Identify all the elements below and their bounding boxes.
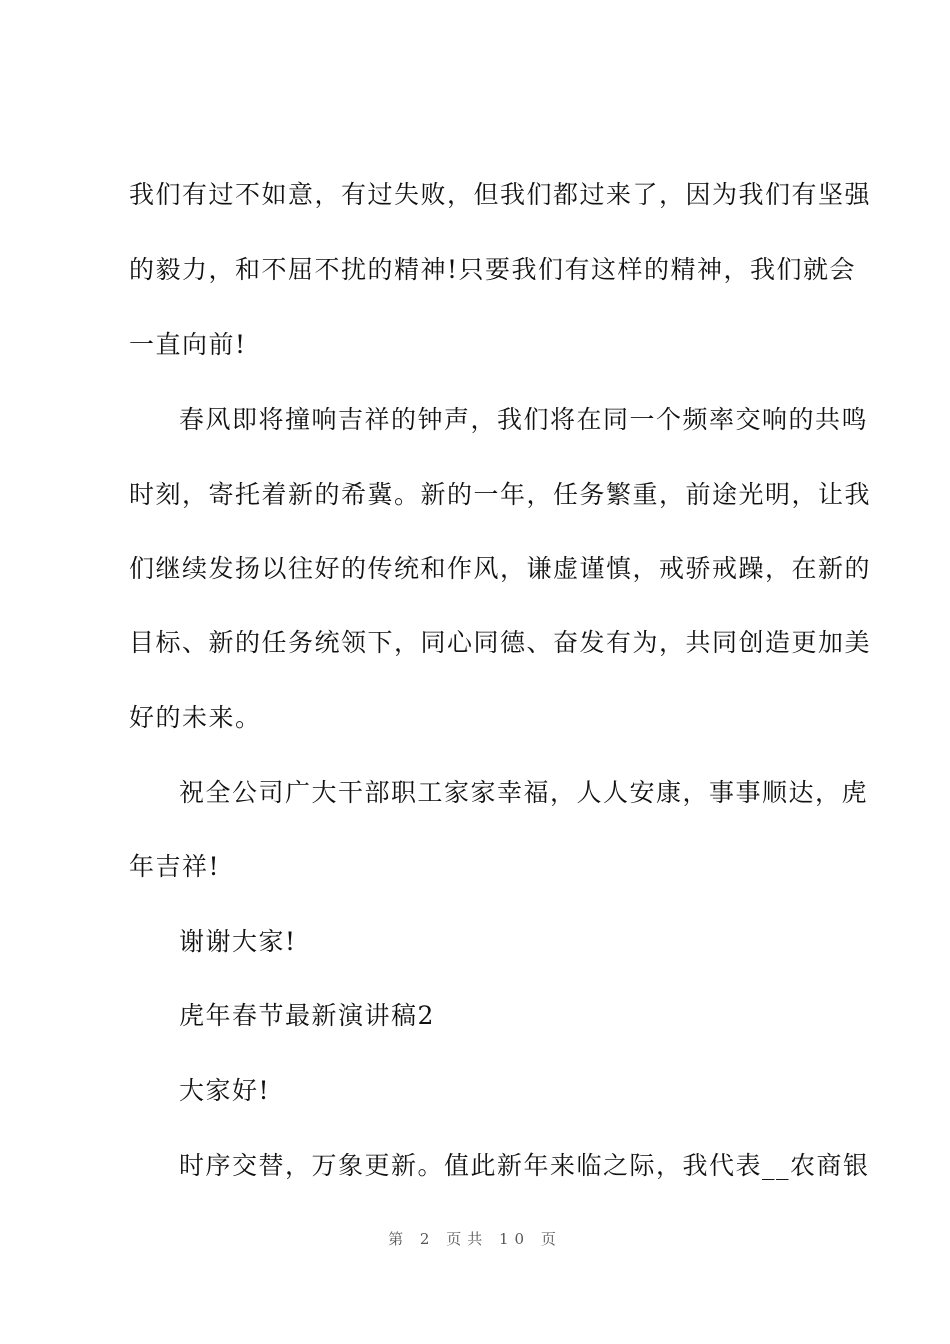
text-line: 们继续发扬以往好的传统和作风，谦虚谨慎，戒骄戒躁，在新的	[129, 554, 872, 583]
page-footer: 第 2 页共 10 页	[388, 1230, 562, 1248]
text-line: 目标、新的任务统领下，同心同德、奋发有为，共同创造更加美	[129, 628, 872, 657]
text-line: 我们有过不如意，有过失败，但我们都过来了，因为我们有坚强	[129, 180, 872, 209]
greeting-line: 大家好!	[179, 1076, 271, 1105]
text-line: 好的未来。	[129, 703, 262, 732]
text-line: 春风即将撞响吉祥的钟声，我们将在同一个频率交响的共鸣	[179, 405, 869, 434]
text-line: 一直向前!	[129, 330, 247, 359]
text-line: 时刻，寄托着新的希冀。新的一年，任务繁重，前途光明，让我	[129, 480, 872, 509]
text-line: 时序交替，万象更新。值此新年来临之际，我代表__农商银	[179, 1151, 870, 1180]
text-line: 的毅力，和不屈不扰的精神!只要我们有这样的精神，我们就会	[129, 255, 857, 284]
section-heading: 虎年春节最新演讲稿2	[179, 1001, 435, 1030]
text-line: 年吉祥!	[129, 852, 221, 881]
text-line: 谢谢大家!	[179, 927, 297, 956]
text-line: 祝全公司广大干部职工家家幸福，人人安康，事事顺达，虎	[179, 778, 869, 807]
